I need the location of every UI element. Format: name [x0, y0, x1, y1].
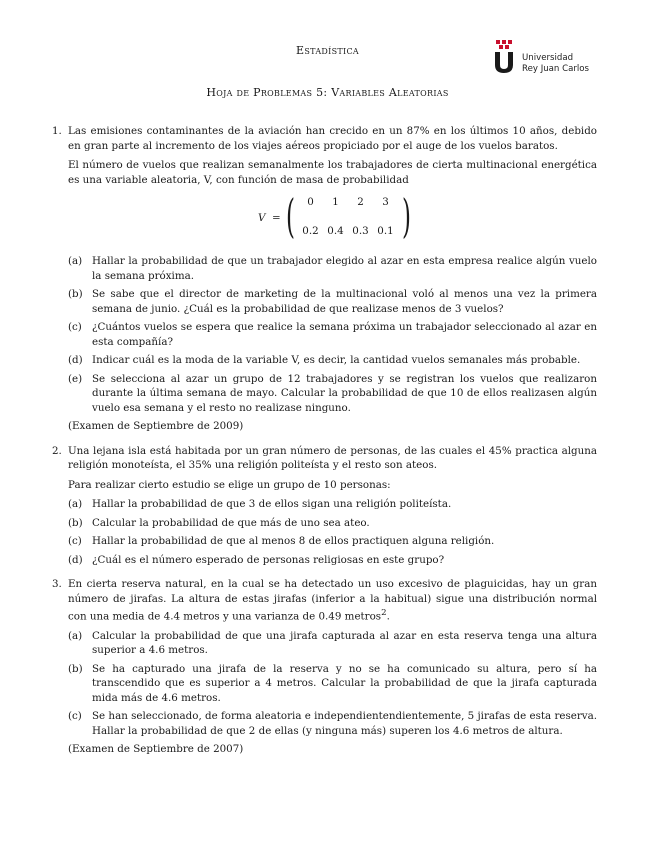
subquestion-text: Calcular la probabilidad de que más de uno sea ateo. — [92, 516, 370, 529]
subquestion-label: (b) — [68, 288, 83, 300]
subquestion-text: Hallar la probabilidad de que 3 de ellos sigan una religión politeísta. — [92, 498, 452, 510]
subquestion — [68, 534, 597, 549]
subquestion-text: Se sabe que el director de marketing de la multinacional voló al menos una vez la primera semana de junio. ¿Cuál es la probabilidad de que realizase menos de 3 vuelos? — [92, 288, 597, 315]
matrix-cell: 0 — [307, 196, 314, 208]
subquestion-label: (c) — [68, 321, 82, 333]
problem-intro: Una lejana isla está habitada por un gran número de personas, de las cuales el 45% practica alguna religión monoteísta, el 35% una religión politeísta y el resto son ateos. — [68, 444, 597, 471]
subquestion — [68, 287, 597, 316]
subquestion — [68, 629, 597, 658]
subquestion-list — [68, 254, 597, 415]
subquestion-list — [68, 497, 597, 567]
problem-number: 3. — [52, 578, 62, 590]
subquestion-label: (a) — [68, 255, 83, 267]
subquestion-label: (b) — [68, 662, 83, 675]
urjc-logo-icon — [492, 40, 516, 74]
university-name — [522, 53, 589, 75]
logo-line-1: Universidad — [522, 53, 574, 63]
subquestion — [68, 553, 597, 568]
problem-intro-text: En cierta reserva natural, en la cual se ha detectado un uso excesivo de plaguicidas, hay un gran número de jirafas. La altura de estas jirafas (inferior a la habitual) sigue una distribución normal con una media de 4.4 metros y una varianza de 0.49 metros — [68, 578, 597, 623]
subquestion-label: (a) — [68, 498, 83, 510]
subquestion — [68, 497, 597, 512]
problem-2 — [52, 444, 597, 568]
probability-mass-matrix — [68, 189, 597, 248]
subquestion-text: Hallar la probabilidad de que un trabajador elegido al azar en esta empresa realice algún vuelo la semana próxima. — [92, 255, 597, 282]
matrix-cell: 0.4 — [327, 225, 344, 237]
subquestion-label: (a) — [68, 629, 83, 642]
subquestion-text: Hallar la probabilidad de que al menos 8 de ellos practiquen alguna religión. — [92, 535, 495, 547]
subquestion-list — [68, 629, 597, 739]
problem-number: 2. — [52, 444, 62, 457]
subquestion — [68, 662, 597, 706]
subquestion-label: (d) — [68, 354, 83, 366]
subquestion-text: Se ha capturado una jirafa de la reserva y no se ha comunicado su altura, pero sí ha transcendido que es superior a 4 metros. Calcular la probabilidad de que la jirafa capturada mida más de 4.6 metros. — [92, 662, 597, 704]
exam-note: (Examen de Septiembre de 2009) — [68, 420, 244, 432]
problem-intro-2: El número de vuelos que realizan semanalmente los trabajadores de cierta multinacional energética es una variable aleatoria, V, con función de masa de probabilidad — [68, 159, 597, 186]
subquestion — [68, 709, 597, 738]
subquestion-text: Se han seleccionado, de forma aleatoria e independientendientemente, 5 jirafas de esta reserva. Hallar la probabilidad de que 2 de ellas (y ninguna más) superen los 4.6 metros de altura. — [92, 710, 597, 737]
subquestion-label: (c) — [68, 535, 82, 547]
subquestion — [68, 320, 597, 349]
subquestion-text: Indicar cuál es la moda de la variable V, es decir, la cantidad vuelos semanales más probable. — [92, 354, 581, 366]
problem-intro: Las emisiones contaminantes de la aviación han crecido en un 87% en los últimos 10 años, debido en gran parte al incremento de los viajes aéreos propiciado por el auge de los vuelos baratos. — [68, 125, 597, 152]
matrix-cell: 0.3 — [352, 225, 369, 237]
logo-line-2: Rey Juan Carlos — [522, 64, 590, 74]
superscript: 2 — [381, 608, 387, 618]
subquestion — [68, 516, 597, 531]
problem-intro-2: Para realizar cierto estudio se elige un grupo de 10 personas: — [68, 478, 391, 491]
subquestion-label: (e) — [68, 372, 83, 385]
problem-number: 1. — [52, 125, 62, 137]
subquestion — [68, 372, 597, 416]
problem-3 — [52, 577, 597, 757]
subquestion-label: (d) — [68, 553, 83, 566]
matrix-cell: 0.2 — [302, 225, 319, 237]
matrix-cell: 3 — [382, 196, 389, 208]
problem-intro — [68, 577, 597, 624]
subquestion-label: (b) — [68, 516, 83, 529]
subquestion-text: Se selecciona al azar un grupo de 12 trabajadores y se registran los vuelos que realizaron durante la última semana de mayo. Calcular la probabilidad de que 10 de ellos realizasen algún vuelo esa semana y el resto no realizase ninguno. — [92, 372, 597, 414]
subquestion-text: Calcular la probabilidad de que una jirafa capturada al azar en esta reserva tenga una altura superior a 4.6 metros. — [92, 629, 597, 657]
left-paren: ( — [286, 189, 295, 243]
problem-1 — [52, 124, 597, 434]
matrix-values-row — [298, 195, 398, 210]
matrix-equals: = — [272, 212, 281, 224]
matrix-probs-row — [298, 224, 398, 239]
subquestion-text: ¿Cuántos vuelos se espera que realice la semana próxima un trabajador seleccionado al azar en esta compañía? — [92, 321, 597, 348]
problems-list — [52, 124, 597, 767]
subquestion-label: (c) — [68, 710, 82, 723]
matrix-cell: 2 — [357, 196, 364, 208]
matrix-cell: 1 — [332, 196, 339, 208]
problem-intro-end: . — [386, 610, 390, 623]
right-paren: ) — [402, 189, 411, 243]
matrix-variable: V — [258, 212, 266, 224]
university-logo — [492, 40, 602, 80]
exam-note: (Examen de Septiembre de 2007) — [68, 743, 244, 756]
course-title: Estadística — [296, 44, 359, 57]
sheet-title: Hoja de Problemas 5: Variables Aleatorias — [206, 86, 449, 99]
subquestion-text: ¿Cuál es el número esperado de personas religiosas en este grupo? — [92, 553, 445, 566]
matrix-cell: 0.1 — [377, 225, 394, 237]
subquestion — [68, 353, 597, 368]
subquestion — [68, 254, 597, 283]
